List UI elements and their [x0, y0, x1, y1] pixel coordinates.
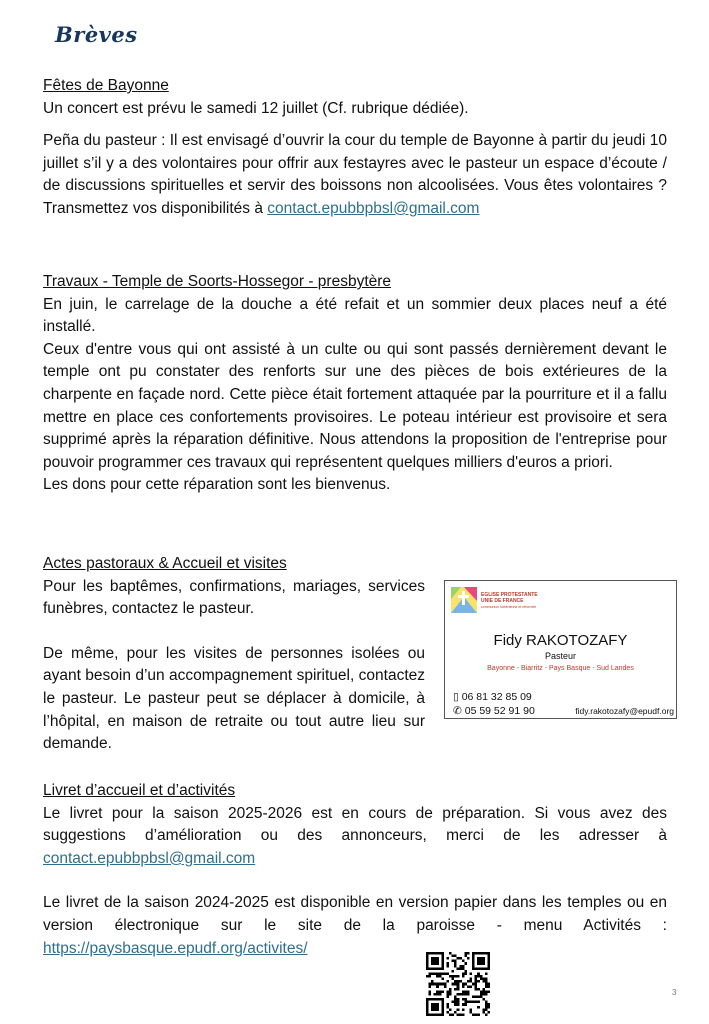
- pastor-role: Pasteur: [544, 651, 577, 661]
- section-heading: Fêtes de Bayonne: [43, 77, 169, 94]
- paragraph: Ceux d'entre vous qui ont assisté à un culte ou qui sont passés dernièrement devant le temple ont pu constater des renforts sur une des pièces de bois extérieures de la charpente en façade nord. Cette pièce était fortement attaquée par la pourriture et il a fallu mettre en place ces confortements provisoires. Le poteau intérieur est provisoire et sera supprimé après la réparation définitive. Nous attendons la proposition de l'entreprise pour pouvoir programmer ces travaux qui représentent quelques milliers d'euros a priori.: [43, 340, 667, 471]
- paragraph-text: Le livret de la saison 2024-2025 est disponible en version papier dans les temples ou en version électronique sur le site de la paroisse - menu Activités :: [43, 894, 667, 934]
- pastor-name: Fidy RAKOTOZAFY: [493, 632, 628, 649]
- paragraph: En juin, le carrelage de la douche a été refait et un sommier deux places neuf a été installé.: [43, 295, 667, 336]
- paragraph-text: Peña du pasteur : Il est envisagé d’ouvrir la cour du temple de Bayonne à partir du jeudi 10 juillet s’il y a des volontaires pour offrir aux festayres avec le pasteur un espace d’écoute / de discussions spirituelles et servir des boissons non alcoolisées. Vous êtes volontaires ? Transmettez vos disponibilités à: [43, 132, 667, 217]
- section-heading: Livret d’accueil et d’activités: [43, 782, 236, 799]
- phone-number: 05 59 52 91 90: [464, 705, 535, 717]
- section-heading: Travaux - Temple de Soorts-Hossegor - presbytère: [43, 273, 392, 290]
- mobile-icon: ▯: [453, 691, 459, 703]
- landline-phone: [453, 705, 535, 717]
- church-logo-icon: [451, 587, 477, 613]
- paragraph: Les dons pour cette réparation sont les bienvenus.: [43, 476, 391, 494]
- phone-number: 06 81 32 85 09: [461, 691, 532, 703]
- parish-area: Bayonne - Biarritz - Pays Basque - Sud Landes: [487, 665, 634, 672]
- section-travaux: [43, 271, 667, 497]
- page-title: Brèves: [55, 22, 138, 47]
- paragraph: [43, 803, 667, 871]
- paragraph: Un concert est prévu le samedi 12 juillet (Cf. rubrique dédiée).: [43, 99, 469, 117]
- pastor-business-card: [444, 580, 677, 719]
- activities-url-link[interactable]: https://paysbasque.epudf.org/activites/: [43, 939, 308, 957]
- paragraph: [43, 892, 667, 960]
- logo-subtitle: communion luthérienne et réformée: [481, 605, 537, 609]
- paragraph: [43, 130, 667, 220]
- qr-code-icon[interactable]: [426, 952, 490, 1016]
- logo-text: [481, 593, 538, 604]
- section-livret: [43, 780, 667, 960]
- logo-line: EGLISE PROTESTANTE: [481, 592, 538, 598]
- paragraph: Pour les baptêmes, confirmations, mariages, services funèbres, contactez le pasteur.: [43, 577, 425, 618]
- section-heading: Actes pastoraux & Accueil et visites: [43, 555, 287, 572]
- contact-email-link[interactable]: contact.epubbpbsl@gmail.com: [267, 199, 480, 217]
- page-number: 3: [672, 988, 677, 997]
- paragraph: De même, pour les visites de personnes isolées ou ayant besoin d’un accompagnement spirituel, contactez le pasteur. Le pasteur peut se déplacer à domicile, à l’hôpital, en maison de retraite ou tout autre lieu sur demande.: [43, 644, 425, 753]
- pastor-email: fidy.rakotozafy@epudf.org: [575, 706, 674, 716]
- phone-icon: ✆: [453, 705, 462, 717]
- mobile-phone: [453, 691, 532, 703]
- logo-line: UNIE DE FRANCE: [481, 597, 524, 604]
- paragraph-text: Le livret pour la saison 2025-2026 est en cours de préparation. Si vous avez des suggestions d’amélioration ou des annonceurs, merci de les adresser à: [43, 804, 667, 845]
- contact-email-link[interactable]: contact.epubbpbsl@gmail.com: [43, 849, 256, 867]
- section-fetes-de-bayonne: [43, 75, 667, 221]
